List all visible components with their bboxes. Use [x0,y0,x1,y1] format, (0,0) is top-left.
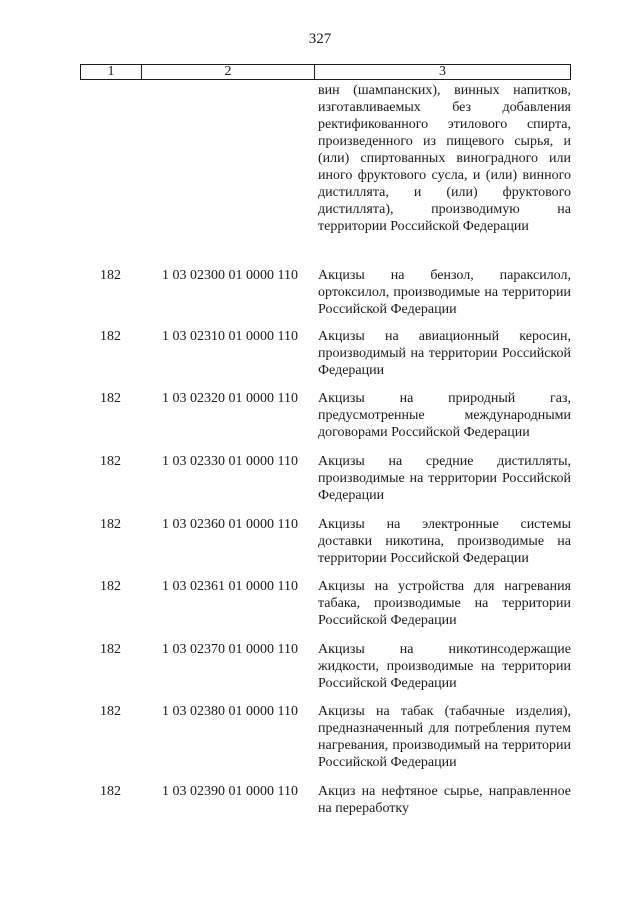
row-description: Акцизы на средние дистилляты, производимые на территории Российской Федерации [318,454,571,503]
row-admin-code: 182 [100,454,121,469]
row-admin-code: 182 [100,329,121,344]
column-header-1: 1 [81,65,142,79]
column-header-3: 3 [439,64,446,79]
row-description: Акцизы на бензол, параксилол, ортоксилол, производимые на территории Российской Федерации [318,268,571,317]
row-admin-code: 182 [100,268,121,283]
row-kbk-code: 1 03 02390 01 0000 110 [162,784,298,799]
column-header-2: 2 [142,65,315,79]
row-admin-code: 182 [100,391,121,406]
row-description: Акциз на нефтяное сырье, направленное на переработку [318,784,571,816]
continuation-description: вин (шампанских), винных напитков, изготавливаемых без добавления ректификованного этилового спирта, произведенного из пищевого сырья, и (или) спиртованных виноградного или иного фруктового сусла, и (или) винного дистиллята, и (или) фруктового дистиллята), производимую на территории Российской Федерации [318,83,571,234]
row-kbk-code: 1 03 02370 01 0000 110 [162,642,298,657]
row-kbk-code: 1 03 02360 01 0000 110 [162,517,298,532]
row-admin-code: 182 [100,517,121,532]
page-number: 327 [308,31,332,47]
row-kbk-code: 1 03 02380 01 0000 110 [162,704,298,719]
row-admin-code: 182 [100,704,121,719]
row-kbk-code: 1 03 02330 01 0000 110 [162,454,298,469]
row-description: Акцизы на природный газ, предусмотренные международными договорами Российской Федерации [318,391,571,440]
row-description: Акцизы на авиационный керосин, производимый на территории Российской Федерации [318,329,571,378]
row-admin-code: 182 [100,642,121,657]
row-description: Акцизы на устройства для нагревания табака, производимые на территории Российской Федерации [318,579,571,628]
row-kbk-code: 1 03 02320 01 0000 110 [162,391,298,406]
row-admin-code: 182 [100,784,121,799]
row-kbk-code: 1 03 02300 01 0000 110 [162,268,298,283]
row-kbk-code: 1 03 02361 01 0000 110 [162,579,298,594]
table-header-row [80,64,571,80]
row-description: Акцизы на электронные системы доставки никотина, производимые на территории Российской Федерации [318,517,571,566]
row-description: Акцизы на табак (табачные изделия), предназначенный для потребления путем нагревания, производимый на территории Российской Федерации [318,704,571,770]
row-description: Акцизы на никотинсодержащие жидкости, производимые на территории Российской Федерации [318,642,571,691]
row-admin-code: 182 [100,579,121,594]
row-kbk-code: 1 03 02310 01 0000 110 [162,329,298,344]
